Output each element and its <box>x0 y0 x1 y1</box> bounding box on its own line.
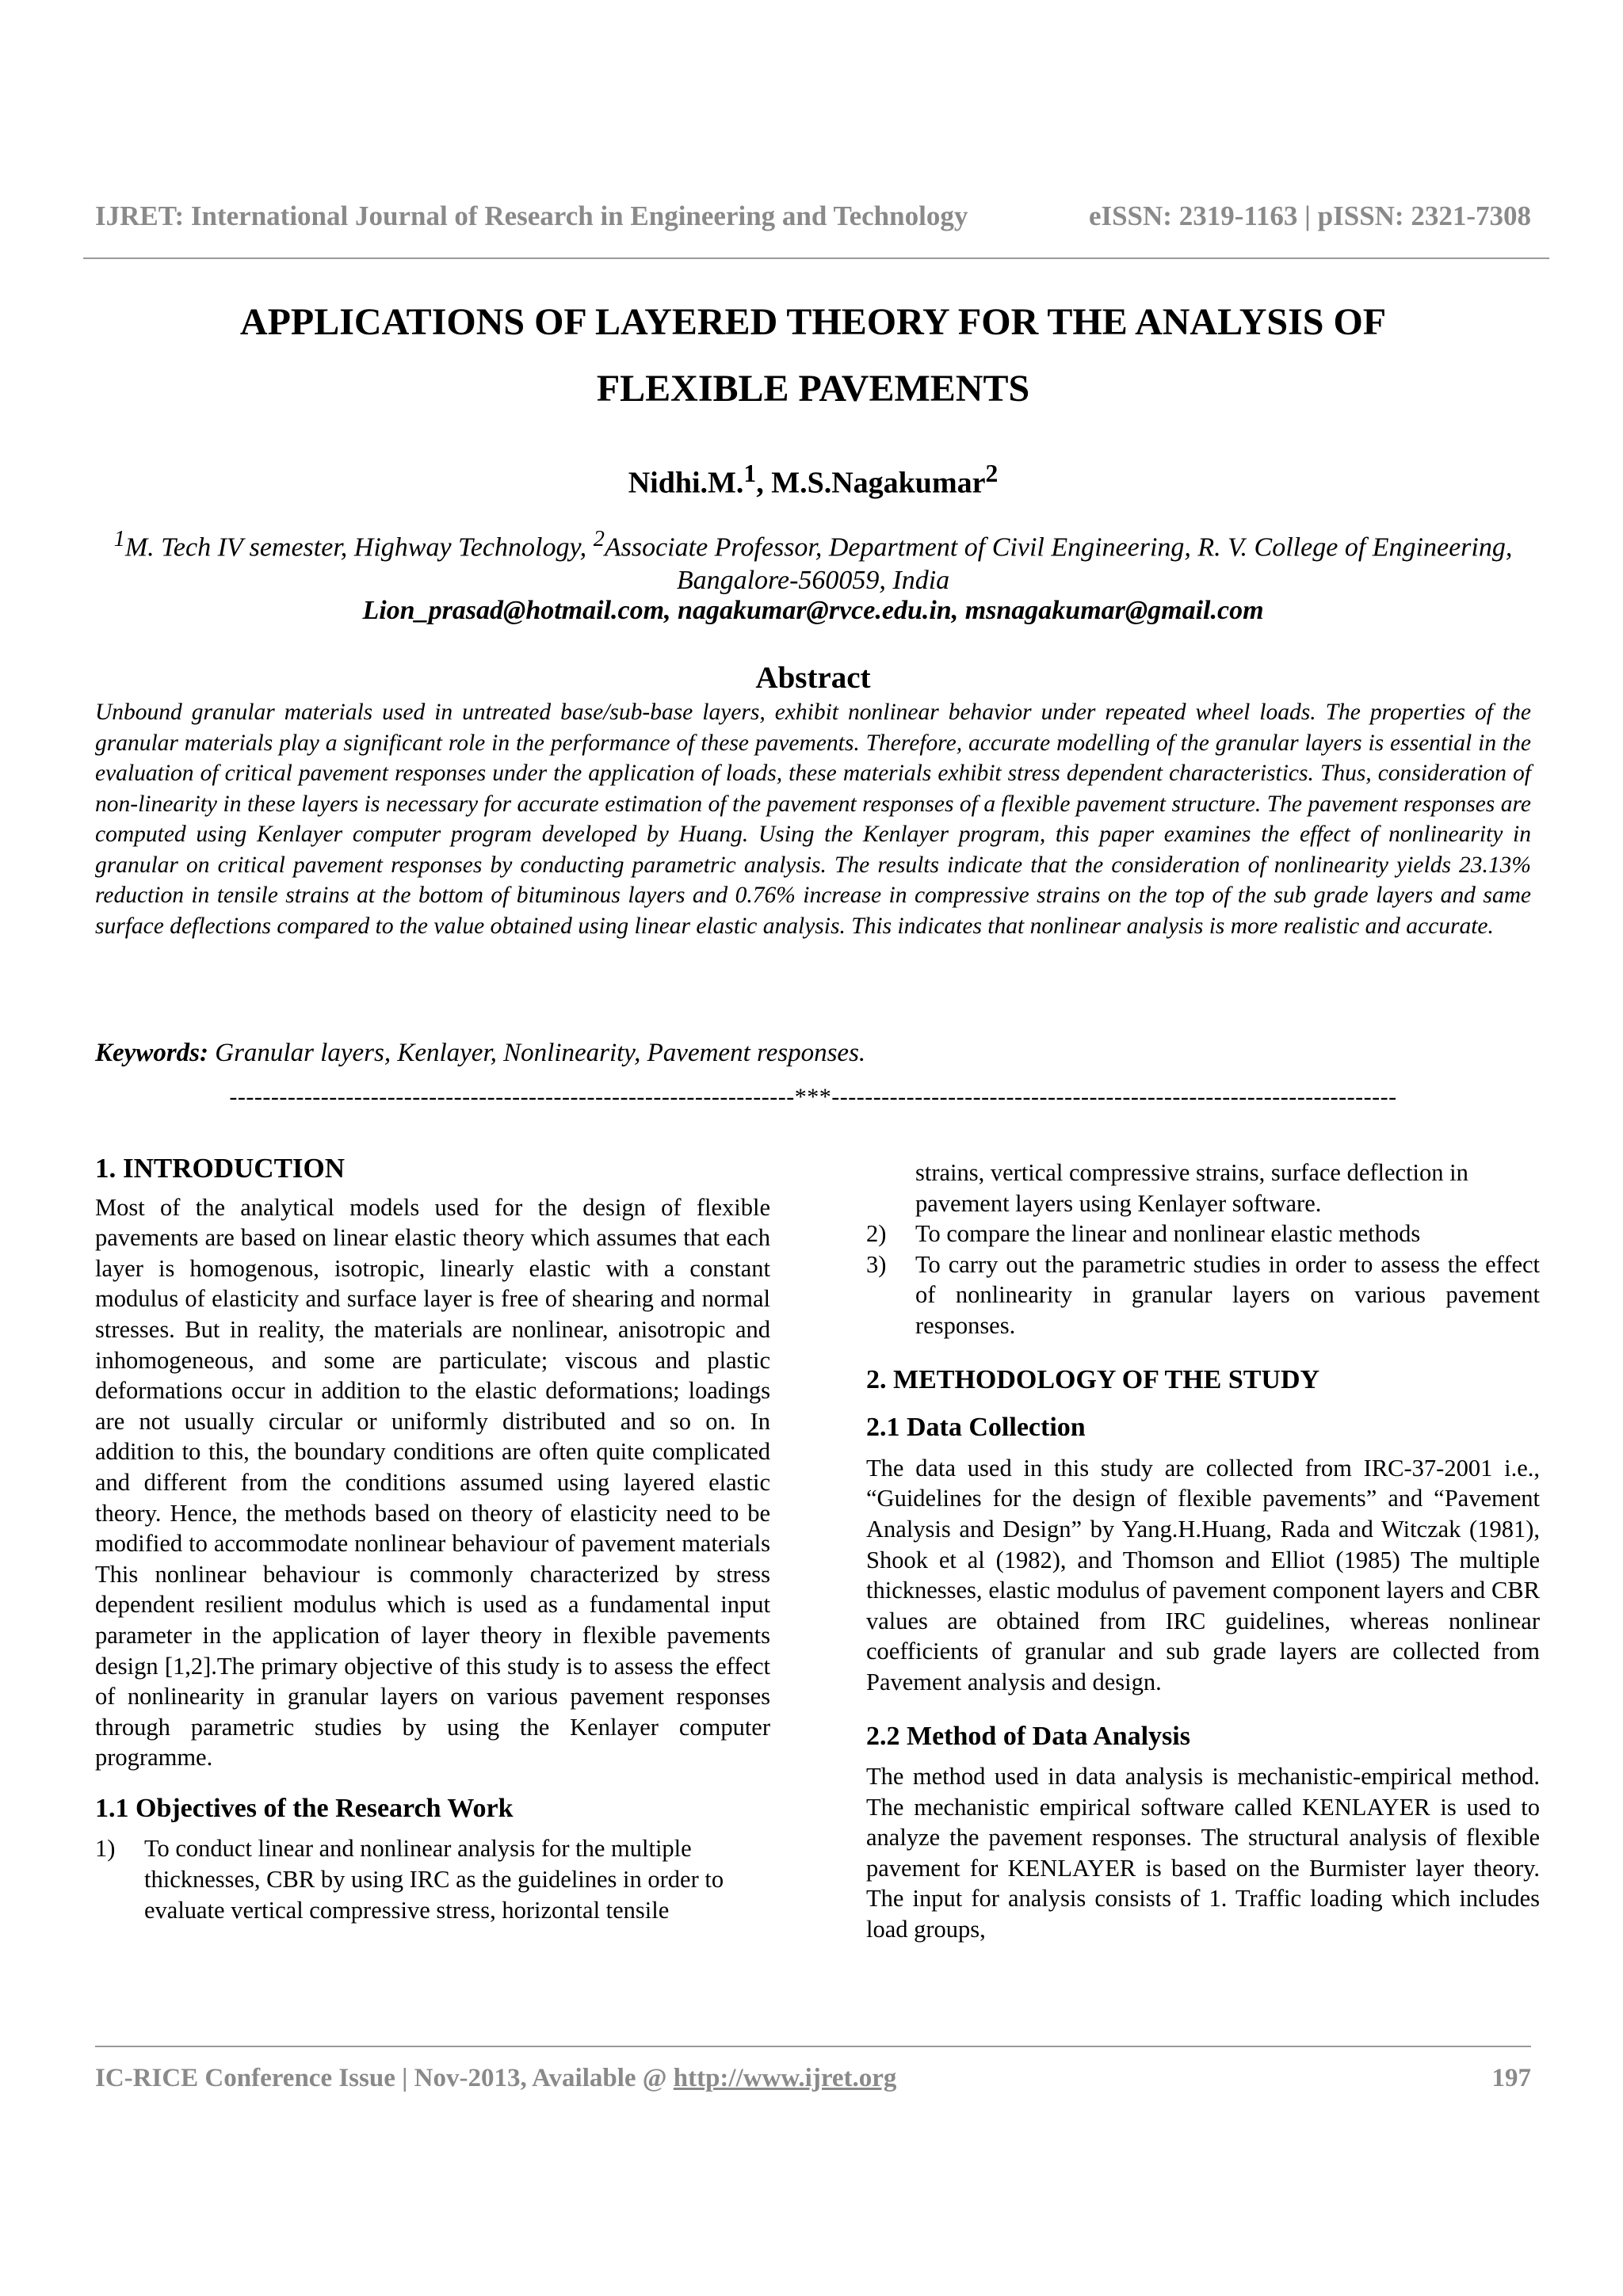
journal-name: IJRET: International Journal of Research in Engineering and Technology <box>95 200 968 231</box>
author-2-sup: 2 <box>985 460 999 487</box>
section-divider: --------------------------------------------------------------------***-------------------------------------------------------------------- <box>229 1084 1397 1110</box>
paper-title <box>95 289 1531 423</box>
objective-1 <box>95 1833 770 1925</box>
keywords-label: Keywords: <box>95 1039 208 1067</box>
author-1: Nidhi.M. <box>628 466 744 500</box>
left-column <box>95 1154 770 1925</box>
keywords-text: Granular layers, Kenlayer, Nonlinearity, Pavement responses. <box>208 1039 866 1067</box>
affil-sup-2: 2 <box>593 527 605 551</box>
title-line-2: FLEXIBLE PAVEMENTS <box>596 368 1030 410</box>
keywords <box>95 1039 1531 1068</box>
issn: eISSN: 2319-1163 | pISSN: 2321-7308 <box>1088 200 1531 231</box>
introduction-text: Most of the analytical models used for the design of flexible pavements are based on linear elastic theory which assumes that each layer is homogenous, isotropic, linearly elastic with a constant modulus of elasticity and surface layer is free of shearing and normal stresses. But in reality, the materials are nonlinear, anisotropic and inhomogeneous, and some are particulate; viscous and plastic deformations occur in addition to the elastic deformations; loadings are not usually circular or uniformly distributed and so on. In addition to this, the boundary conditions are often quite complicated and different from the conditions assumed using layered elastic theory. Hence, the methods based on theory of elasticity need to be modified to accommodate nonlinear behaviour of pavement materials This nonlinear behaviour is commonly characterized by stress dependent resilient modulus which is used as a fundamental input parameter in the application of layer theory in flexible pavements design [1,2].The primary objective of this study is to assess the effect of nonlinearity in granular layers on various pavement responses through parametric studies by using the Kenlayer computer programme. <box>95 1193 770 1772</box>
methodology-heading: 2. METHODOLOGY OF THE STUDY <box>866 1364 1320 1394</box>
affiliation <box>111 523 1515 597</box>
objectives-heading: 1.1 Objectives of the Research Work <box>95 1793 514 1823</box>
abstract-text: Unbound granular materials used in untreated base/sub-base layers, exhibit nonlinear behavior under repeated wheel loads. The properties of the granular materials play a significant role in the performance of these pavements. Therefore, accurate modelling of the granular layers is essential in the evaluation of critical pavement responses under the application of loads, these materials exhibit stress dependent characteristics. Thus, consideration of non-linearity in these layers is necessary for accurate estimation of the pavement responses of a flexible pavement structure. The pavement responses are computed using Kenlayer computer program developed by Huang. Using the Kenlayer program, this paper examines the effect of nonlinearity in granular on critical pavement responses by conducting parametric analysis. The results indicate that the consideration of nonlinearity yields 23.13% reduction in tensile strains at the bottom of bituminous layers and 0.76% increase in compressive strains on the top of the sub grade layers and same surface deflections compared to the value obtained using linear elastic analysis. This indicates that nonlinear analysis is more realistic and accurate. <box>95 700 1531 939</box>
objective-3-number: 3) <box>866 1250 887 1278</box>
author-2: M.S.Nagakumar <box>771 466 986 500</box>
data-collection-heading: 2.1 Data Collection <box>866 1413 1086 1443</box>
author-sep: , <box>756 466 772 500</box>
affil-sup-1: 1 <box>113 527 125 551</box>
running-header <box>95 193 1531 240</box>
method-text: The method used in data analysis is mechanistic-empirical method. The mechanistic empirical software called KENLAYER is used to analyze the pavement responses. The structural analysis of flexible pavement for KENLAYER is based on the Burmister layer theory. The input for analysis consists of 1. Traffic loading which includes load groups, <box>866 1763 1540 1943</box>
title-line-1: APPLICATIONS OF LAYERED THEORY FOR THE ANALYSIS OF <box>239 301 1387 343</box>
footer-text <box>95 2064 896 2093</box>
objective-2 <box>866 1219 1540 1249</box>
objective-1-text: To conduct linear and nonlinear analysis for the multiple thicknesses, CBR by using IRC as the guidelines in order to evaluate vertical compressive stress, horizontal tensile <box>144 1835 724 1924</box>
footer-rule <box>95 2046 1531 2047</box>
introduction-heading: 1. INTRODUCTION <box>95 1153 346 1184</box>
footer-left: IC-RICE Conference Issue | Nov-2013, Available @ <box>95 2064 674 2092</box>
objective-1-cont-text: strains, vertical compressive strains, surface deflection in pavement layers using Kenlayer software. <box>915 1159 1468 1217</box>
objective-3-text: To carry out the parametric studies in order to assess the effect of nonlinearity in granular layers on various pavement responses. <box>915 1250 1540 1339</box>
objective-1-continued <box>866 1158 1540 1219</box>
authors <box>95 460 1531 501</box>
author-1-sup: 1 <box>743 460 757 487</box>
objective-2-number: 2) <box>866 1220 887 1248</box>
page-number: 197 <box>1491 2064 1531 2092</box>
affil-part-2: Associate Professor, Department of Civil Engineering, R. V. College of Engineering, Bangalore-560059, India <box>604 532 1513 596</box>
running-footer <box>95 2064 1531 2093</box>
objective-1-number: 1) <box>95 1835 116 1863</box>
objective-3 <box>866 1249 1540 1341</box>
objective-2-text: To compare the linear and nonlinear elastic methods <box>915 1220 1421 1248</box>
author-emails: Lion_prasad@hotmail.com, nagakumar@rvce.edu.in, msnagakumar@gmail.com <box>362 596 1264 625</box>
journal-link[interactable]: http://www.ijret.org <box>673 2064 897 2092</box>
data-collection-text: The data used in this study are collected from IRC-37-2001 i.e., “Guidelines for the design of flexible pavements” and “Pavement Analysis and Design” by Yang.H.Huang, Rada and Witczak (1981), Shook et al (1982), and Thomson and Elliot (1985) The multiple thicknesses, elastic modulus of pavement component layers and CBR values are obtained from IRC guidelines, whereas nonlinear coefficients of granular and sub grade layers are collected from Pavement analysis and design. <box>866 1454 1540 1695</box>
affil-part-1: M. Tech IV semester, Highway Technology, <box>124 532 594 563</box>
right-column <box>866 1158 1540 1945</box>
abstract-heading: Abstract <box>755 661 871 695</box>
header-rule <box>83 257 1549 259</box>
method-heading: 2.2 Method of Data Analysis <box>866 1721 1190 1751</box>
